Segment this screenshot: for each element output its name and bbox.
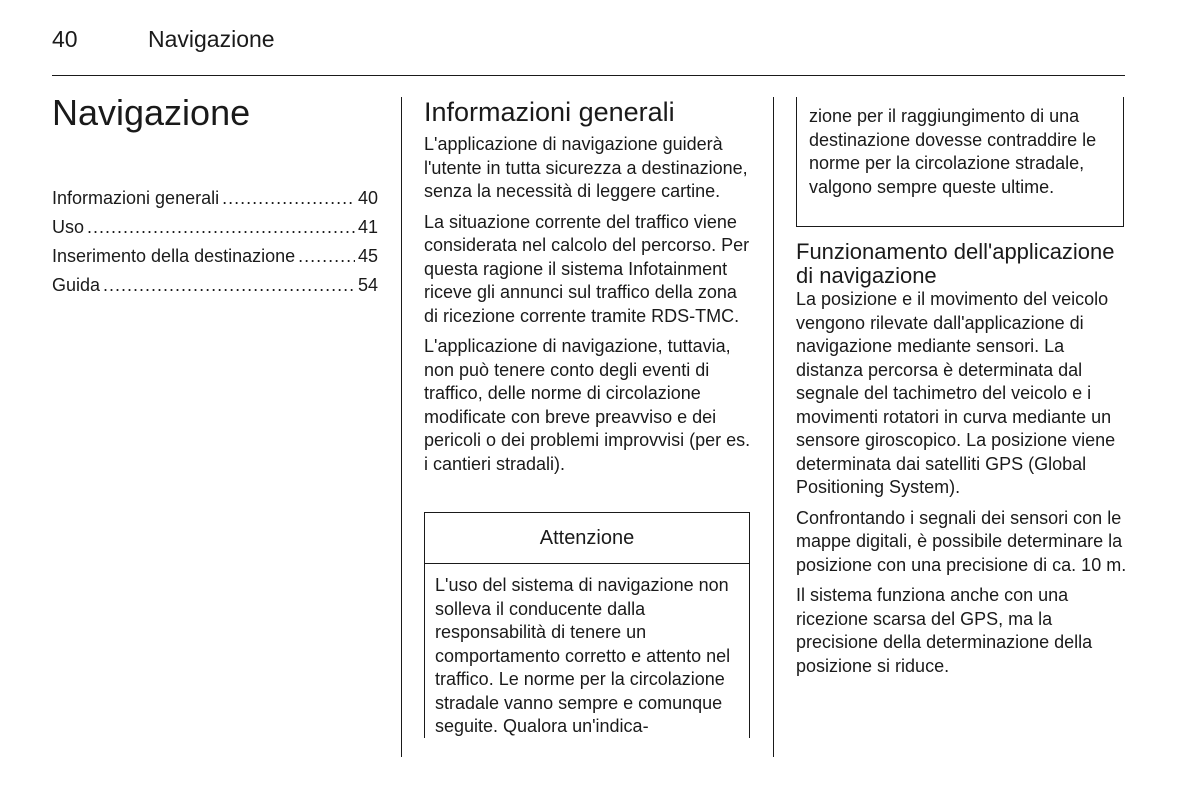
- section-heading-informazioni-generali: Informazioni generali: [424, 97, 675, 127]
- table-of-contents: [52, 188, 378, 304]
- toc-entry-informazioni-generali[interactable]: [52, 188, 378, 217]
- middle-column: [424, 97, 754, 483]
- column-divider-left: [401, 97, 402, 757]
- running-title: Navigazione: [148, 26, 275, 52]
- paragraph: Confrontando i segnali dei sensori con le mappe digitali, è possibile determinare la posizione con una precisione di ca. 10 m.: [796, 507, 1127, 575]
- right-column: [796, 230, 1128, 685]
- toc-entry-inserimento-destinazione[interactable]: [52, 246, 378, 275]
- toc-page: 41: [357, 217, 378, 237]
- toc-label: Guida: [52, 275, 101, 295]
- toc-entry-uso[interactable]: [52, 217, 378, 246]
- toc-entry-guida[interactable]: [52, 275, 378, 304]
- toc-dots: [103, 275, 355, 296]
- toc-dots: [298, 246, 355, 267]
- paragraph: La posizione e il movimento del veicolo vengono rilevate dall'applicazione di navigazione mediante sensori. La distanza percorsa è determinata dal segnale del tachimetro del veicolo e i movimenti rotatori in curva mediante un sensore giroscopico. La posizione viene determinata dai satelliti GPS (Global Positioning System).: [796, 289, 1116, 497]
- warning-box-continuation: zione per il raggiungimento di una destinazione dovesse contraddire le norme per la circolazione stradale, valgono sempre queste ultime.: [796, 97, 1124, 227]
- paragraph: La situazione corrente del traffico viene considerata nel calcolo del percorso. Per questa ragione il sistema Infotainment riceve gli annunci sul traffico della zona di ricezione corrente tramite RDS-TMC.: [424, 211, 750, 326]
- toc-label: Informazioni generali: [52, 188, 220, 208]
- sub-heading-funzionamento: Funzionamento dell'applicazione di navigazione: [796, 239, 1115, 288]
- warning-title: Attenzione: [425, 513, 749, 564]
- toc-page: 54: [357, 275, 378, 295]
- toc-page: 40: [357, 188, 378, 208]
- paragraph: Il sistema funziona anche con una ricezione scarsa del GPS, ma la precisione della determinazione della posizione si riduce.: [796, 585, 1093, 676]
- toc-dots: [87, 217, 355, 238]
- paragraph: L'applicazione di navigazione, tuttavia, non può tenere conto degli eventi di traffico, delle norme di circolazione modificate con breve preavviso e dei pericoli o dei problemi improvvisi (per es. i cantieri stradali).: [424, 336, 751, 474]
- toc-page: 45: [357, 246, 378, 266]
- column-divider-right: [773, 97, 774, 757]
- toc-label: Inserimento della destinazione: [52, 246, 296, 266]
- warning-box: [424, 512, 750, 738]
- toc-label: Uso: [52, 217, 85, 237]
- page-number: 40: [52, 26, 78, 52]
- chapter-title: Navigazione: [52, 92, 251, 133]
- header-rule: [52, 75, 1125, 76]
- toc-dots: [222, 188, 355, 209]
- paragraph: L'applicazione di navigazione guiderà l'utente in tutta sicurezza a destinazione, senza la necessità di leggere cartine.: [424, 134, 748, 201]
- warning-body: L'uso del sistema di navigazione non solleva il conducente dalla responsabilità di tenere un comportamento corretto e attento nel traffico. Le norme per la circolazione stradale vanno sempre e comunque seguite. Qualora un'indica-: [435, 575, 731, 736]
